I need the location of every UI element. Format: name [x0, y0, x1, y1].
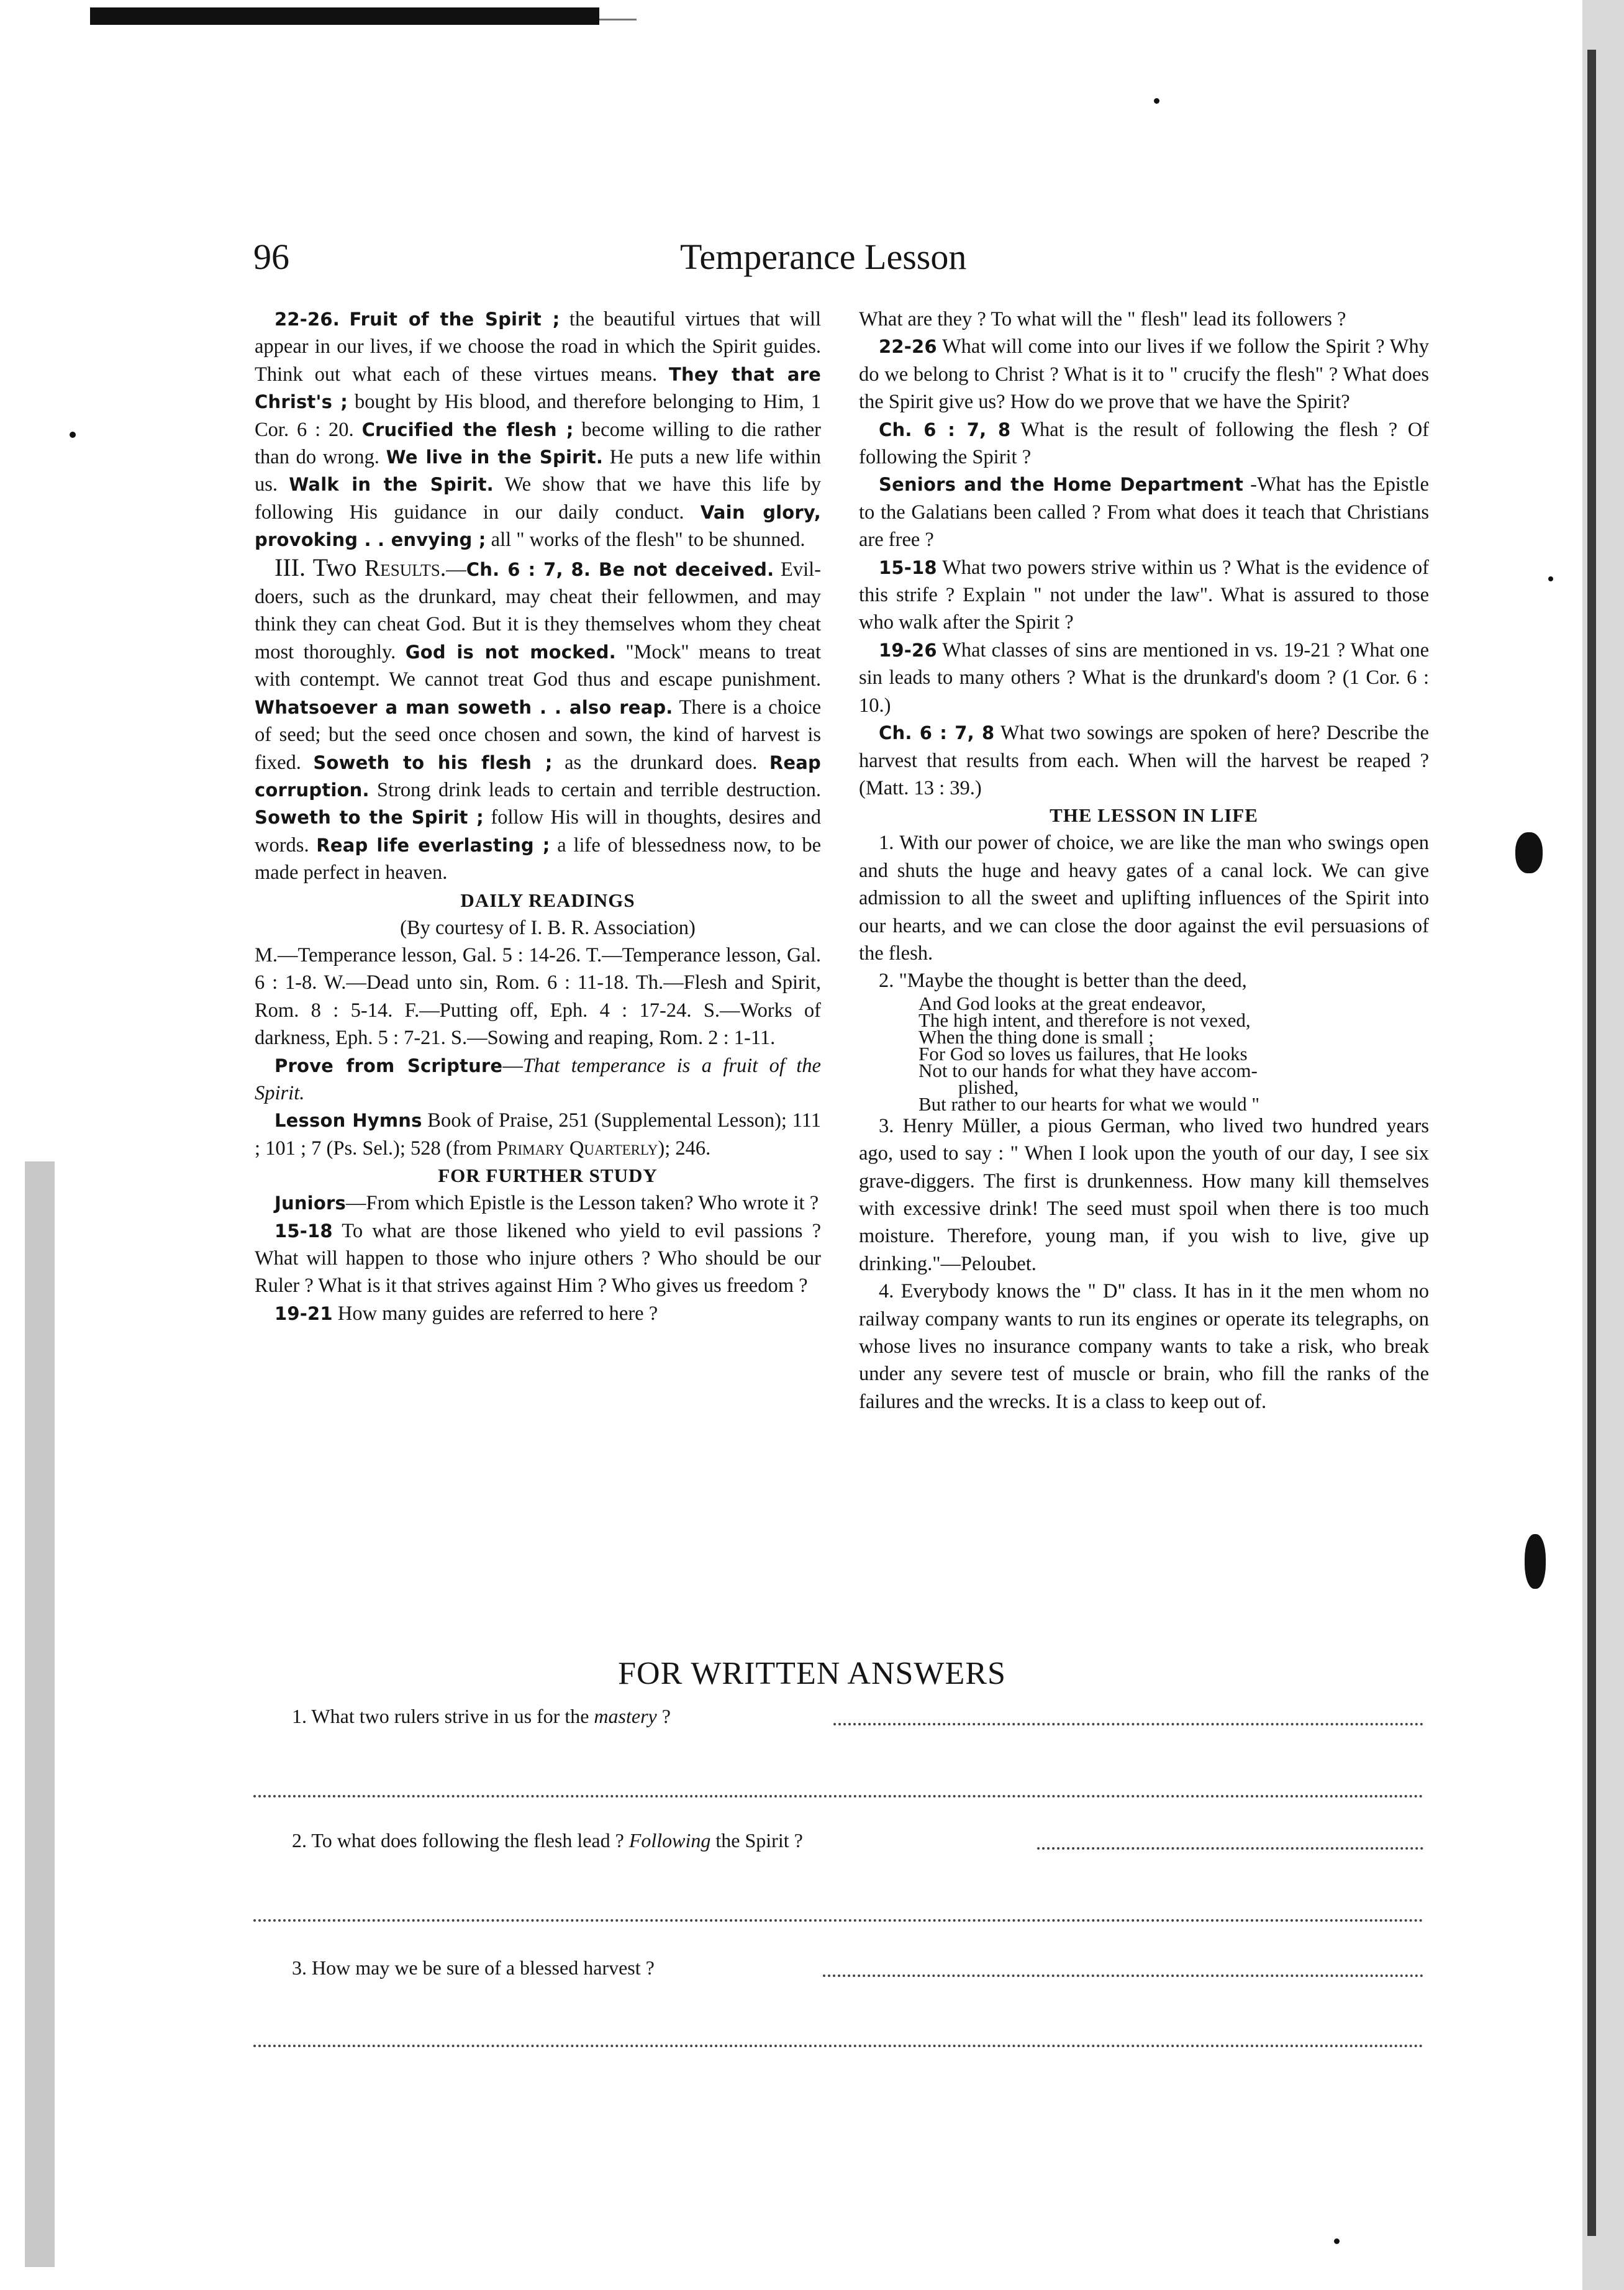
term: Vain glory, provoking . . envying ; [255, 501, 821, 551]
scan-edge-bar [90, 7, 599, 25]
poem-line: plished, [958, 1076, 1019, 1098]
term: Whatsoever a man soweth . . also reap. [255, 696, 673, 718]
term: Be not deceived. [591, 558, 774, 580]
scan-speck [1548, 576, 1553, 581]
scan-edge-bar-tail [599, 19, 637, 20]
questions-19-21 [255, 1300, 821, 1327]
term: Reap life everlasting ; [316, 834, 550, 856]
text: What classes of sins are mentioned in vs. 19-21 ? What one sin leads to many others ? What is the drunkard's doom ? (1 Cor. 6 : 10.) [859, 638, 1429, 717]
label: Seniors and the Home Department [879, 474, 1244, 496]
scan-left-edge-noise [25, 1161, 55, 2267]
verse-ref: 19-21 [274, 1302, 333, 1324]
answer-line-2b[interactable] [253, 1919, 1423, 1922]
seniors-19-26 [859, 637, 1429, 719]
life-point-4: 4. Everybody knows the " D" class. It has in it the men whom no railway company wants to run its engines or operate its telegraphs, on whose lives no insurance company wants to take a risk, who break under any severe test of muscle or brain, who fill the ranks of the failures and the wrecks. It is a class to keep out of. [859, 1280, 1429, 1413]
text: What two powers strive within us ? What is the evidence of this strife ? Explain " not under the law". What is assured to those who walk after the Spirit ? [859, 556, 1429, 634]
text: Strong drink leads to certain and terrible destruction. [369, 778, 821, 801]
text: —From which Epistle is the Lesson taken? Who wrote it ? [345, 1192, 819, 1215]
term: Soweth to his flesh ; [313, 752, 553, 773]
written-question-2 [292, 1829, 803, 1852]
text: become willing to die rather than do wrong. [255, 418, 821, 469]
prove-from-scripture [255, 1052, 821, 1107]
life-point-3: 3. Henry Müller, a pious German, who lived two hundred years ago, used to say : " When I look upon the youth of our day, I see six grave-diggers. The first is drunkenness. How many kill themselves with excessive drink! The seed must spoil when there is too much moisture. Therefore, young man, if you wish to live, give up drinking."—Peloubet. [859, 1114, 1429, 1275]
heading-daily-readings: DAILY READINGS [460, 889, 635, 911]
text: What two sowings are spoken of here? Describe the harvest that results from each. When will the harvest be reaped ? (Matt. 13 : 39.) [859, 722, 1429, 799]
poem-line: For God so loves us failures, that He looks [919, 1042, 1248, 1065]
label: Lesson Hymns [274, 1110, 422, 1132]
juniors-questions [255, 1189, 821, 1217]
text: How many guides are referred to here ? [332, 1302, 658, 1325]
seniors-questions [859, 471, 1429, 553]
dash: — [446, 558, 466, 581]
answer-line-1b[interactable] [253, 1795, 1423, 1797]
right-column [859, 306, 1429, 1415]
questions-22-26 [859, 333, 1429, 416]
questions-15-18 [255, 1217, 821, 1300]
courtesy-line: (By courtesy of I. B. R. Association) [400, 916, 696, 939]
term: We live in the Spirit. [386, 447, 604, 468]
text: There is a choice of seed; but the seed once chosen and sown, the kind of harvest is fixed. [255, 696, 821, 774]
section-number: III. Two [274, 553, 365, 581]
text: To what are those likened who yield to evil passions ? What will happen to those who injure others ? Who should be our Ruler ? What is it that strives against Him ? Who gives us freedom ? [255, 1219, 821, 1297]
poem-line: And God looks at the great endeavor, [919, 992, 1206, 1014]
scan-blot [1525, 1534, 1546, 1589]
text: the Spirit ? [710, 1829, 803, 1852]
verse-ref: 22-26 [879, 336, 937, 358]
text: That temperance is a fruit of the Spirit. [255, 1054, 821, 1104]
text: bought by His blood, and therefore belonging to Him, 1 Cor. 6 : 20. [255, 391, 821, 441]
text: 2. To what does following the flesh lead ? [292, 1829, 629, 1852]
text: follow His will in thoughts, desires and words. [255, 806, 821, 856]
term: Reap corruption. [255, 752, 822, 801]
answer-line-3a[interactable] [823, 1974, 1423, 1977]
verse-ref: 19-26 [879, 639, 937, 661]
text: a life of blessedness now, to be made perfect in heaven. [255, 834, 821, 884]
seniors-15-18 [859, 554, 1429, 637]
continued-question: What are they ? To what will the " flesh" lead its followers ? [859, 308, 1346, 330]
lesson-hymns [255, 1107, 821, 1162]
verse-ref: 22-26. [274, 309, 340, 330]
poem-line: When the thing done is small ; [919, 1025, 1154, 1048]
term: God is not mocked. [405, 641, 616, 663]
life-point-2-intro: 2. "Maybe the thought is better than the deed, [879, 970, 1247, 993]
label: Prove from Scripture [274, 1055, 503, 1076]
heading-further-study: FOR FURTHER STUDY [438, 1165, 658, 1187]
daily-readings-list: M.—Temperance lesson, Gal. 5 : 14-26. T.—Temperance lesson, Gal. 6 : 1-8. W.—Dead unto sin, Rom. 6 : 11-18. Th.—Flesh and Spirit, Rom. 8 : 5-14. F.—Putting off, Eph. 4 : 17-24. S.—Works of darkness, Eph. 5 : 7-21. S.—Sowing and reaping, Rom. 2 : 1-11. [255, 943, 821, 1050]
written-question-1 [292, 1705, 671, 1728]
scan-speck [1334, 2238, 1340, 2244]
left-column [255, 306, 821, 1327]
dash: — [502, 1054, 523, 1077]
answer-line-1a[interactable] [833, 1723, 1423, 1725]
running-title: Temperance Lesson [680, 237, 967, 277]
text: He puts a new life within us. [255, 446, 821, 496]
answer-line-3b[interactable] [253, 2045, 1423, 2047]
verse-ref: 15-18 [879, 557, 937, 578]
text: We show that we have this life by following His guidance in our daily conduct. [255, 473, 821, 524]
text: What is the result of following the flesh ? Of following the Spirit ? [859, 418, 1429, 469]
text: mastery [594, 1705, 657, 1727]
poem [919, 992, 1429, 1115]
scan-speck [70, 432, 76, 438]
term: They that are Christ's ; [255, 363, 821, 413]
section-title: Results. [364, 555, 447, 581]
scan-blot [1515, 832, 1543, 873]
text: Following [628, 1829, 711, 1852]
text: Primary Quarterly [496, 1137, 658, 1160]
verse-ref: Ch. 6 : 7, 8. [466, 558, 591, 580]
scan-speck [1154, 98, 1159, 104]
life-point-1: 1. With our power of choice, we are like the man who swings open and shuts the huge and heavy gates of a canal lock. We can give admission to all the sweet and uplifting influences of the Spirit into our hearts, and we can close the door against the evil persuasions of the flesh. [859, 832, 1429, 965]
term: Crucified the flesh ; [361, 419, 574, 440]
term: Fruit of the Spirit ; [349, 309, 560, 330]
poem-line: The high intent, and therefore is not vexed, [919, 1009, 1251, 1031]
term: Walk in the Spirit. [289, 474, 494, 496]
poem-line: Not to our hands for what they have accom- [919, 1059, 1258, 1081]
verse-ref: 15-18 [274, 1220, 333, 1242]
text: 1. What two rulers strive in us for the [292, 1705, 594, 1727]
written-question-3: 3. How may we be sure of a blessed harvest ? [292, 1956, 655, 1979]
text: What will come into our lives if we follow the Spirit ? Why do we belong to Christ ? What is it to " crucify the flesh" ? What does the Spirit give us? How do we prove that we have the Spirit? [859, 335, 1429, 414]
paragraph-two-results [255, 554, 821, 887]
label: Juniors [274, 1193, 346, 1214]
answer-line-2a[interactable] [1037, 1847, 1423, 1850]
page-number: 96 [253, 237, 289, 277]
text: Book of Praise, 251 (Supplemental Lesson); 111 ; 101 ; 7 (Ps. Sel.); 528 (from [255, 1109, 821, 1160]
term: Soweth to the Spirit ; [255, 807, 484, 829]
text: as the drunkard does. [552, 751, 769, 774]
paragraph-fruit-of-spirit [255, 306, 821, 554]
verse-ref: Ch. 6 : 7, 8 [879, 419, 1011, 440]
questions-ch6 [859, 416, 1429, 471]
seniors-ch6 [859, 719, 1429, 802]
text: the beautiful virtues that will appear in our lives, if we choose the road in which the Spirit guides. Think out what each of these virtues means. [255, 308, 822, 386]
text: Evil-doers, such as the drunkard, may cheat their fellowmen, and may think they can cheat God. But it is they themselves whom they cheat most thoroughly. [255, 558, 822, 663]
poem-line: But rather to our hearts for what we would " [919, 1093, 1259, 1115]
written-answers-title: FOR WRITTEN ANSWERS [618, 1656, 1006, 1691]
text: ? [656, 1705, 671, 1727]
text: ); 246. [658, 1137, 711, 1160]
text: "Mock" means to treat with contempt. We cannot treat God thus and escape punishment. [255, 640, 821, 691]
heading-lesson-in-life: THE LESSON IN LIFE [1050, 804, 1258, 827]
text: -What has the Epistle to the Galatians been called ? From what does it teach that Christians are free ? [859, 473, 1429, 552]
scan-right-edge-shadow [1587, 50, 1596, 2236]
text: all " works of the flesh" to be shunned. [486, 529, 805, 552]
verse-ref: Ch. 6 : 7, 8 [879, 722, 995, 744]
